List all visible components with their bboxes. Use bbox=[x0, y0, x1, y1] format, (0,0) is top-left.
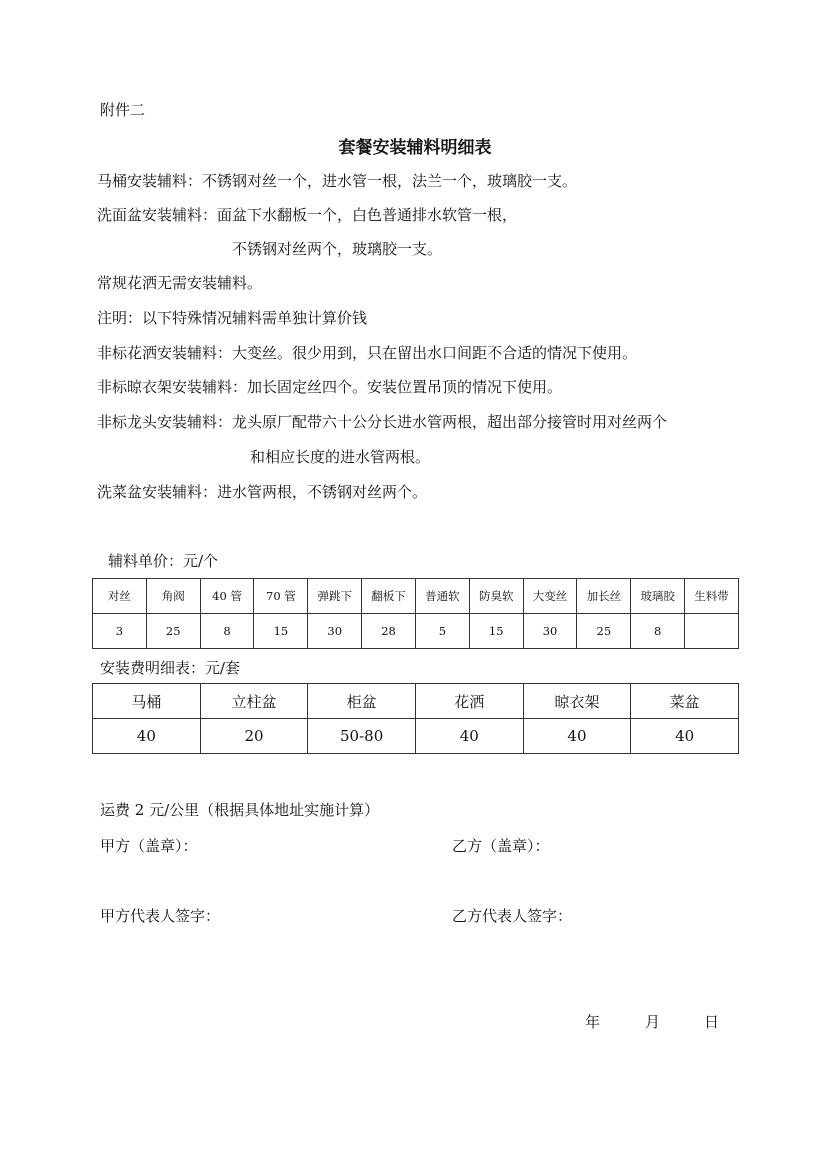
aux-header-cell: 普通软 bbox=[415, 579, 469, 614]
note-line: 注明：以下特殊情况辅料需单独计算价钱 bbox=[97, 309, 368, 327]
date-day: 日 bbox=[704, 1013, 720, 1031]
aux-header-cell: 翻板下 bbox=[362, 579, 416, 614]
aux-header-cell: 对丝 bbox=[93, 579, 147, 614]
aux-value-cell: 30 bbox=[523, 614, 577, 649]
aux-value-cell: 5 bbox=[415, 614, 469, 649]
fee-header-cell: 晾衣架 bbox=[523, 684, 631, 719]
attachment-label: 附件二 bbox=[100, 101, 146, 119]
fee-header-cell: 马桶 bbox=[93, 684, 201, 719]
aux-value-cell: 28 bbox=[362, 614, 416, 649]
aux-header-cell: 生料带 bbox=[685, 579, 739, 614]
party-a-signature: 甲方代表人签字： bbox=[100, 907, 221, 925]
fee-table-caption: 安装费明细表：元/套 bbox=[100, 659, 241, 677]
aux-value-cell: 25 bbox=[577, 614, 631, 649]
aux-header-row bbox=[93, 579, 739, 614]
aux-header-cell: 防臭软 bbox=[469, 579, 523, 614]
fee-value-cell: 40 bbox=[523, 719, 631, 754]
aux-value-cell: 30 bbox=[308, 614, 362, 649]
sink-line: 洗菜盆安装辅料：进水管两根，不锈钢对丝两个。 bbox=[97, 483, 428, 501]
fee-header-cell: 柜盆 bbox=[308, 684, 416, 719]
aux-value-cell bbox=[685, 614, 739, 649]
aux-header-cell: 加长丝 bbox=[577, 579, 631, 614]
nonstandard-shower-line: 非标花洒安装辅料：大变丝。很少用到，只在留出水口间距不合适的情况下使用。 bbox=[97, 344, 638, 362]
fee-value-row bbox=[93, 719, 739, 754]
aux-value-cell: 8 bbox=[200, 614, 254, 649]
aux-header-cell: 大变丝 bbox=[523, 579, 577, 614]
fee-value-cell: 40 bbox=[631, 719, 739, 754]
fee-value-cell: 20 bbox=[200, 719, 308, 754]
party-a-seal: 甲方（盖章）： bbox=[100, 837, 198, 855]
install-fee-table bbox=[92, 683, 739, 754]
party-b-signature: 乙方代表人签字： bbox=[452, 907, 573, 925]
page-title: 套餐安装辅料明细表 bbox=[338, 138, 492, 158]
fee-header-cell: 立柱盆 bbox=[200, 684, 308, 719]
aux-value-cell: 15 bbox=[469, 614, 523, 649]
nonstandard-rack-line: 非标晾衣架安装辅料：加长固定丝四个。安装位置吊顶的情况下使用。 bbox=[97, 378, 563, 396]
fee-value-cell: 40 bbox=[415, 719, 523, 754]
nonstandard-faucet-line-1: 非标龙头安装辅料：龙头原厂配带六十公分长进水管两根，超出部分接管时用对丝两个 bbox=[97, 413, 668, 431]
aux-header-cell: 角阀 bbox=[146, 579, 200, 614]
date-month: 月 bbox=[645, 1013, 661, 1031]
aux-value-cell: 25 bbox=[146, 614, 200, 649]
toilet-line: 马桶安装辅料：不锈钢对丝一个，进水管一根，法兰一个，玻璃胶一支。 bbox=[97, 172, 578, 190]
fee-header-cell: 花洒 bbox=[415, 684, 523, 719]
aux-table-caption: 辅料单价：元/个 bbox=[108, 552, 219, 570]
aux-header-cell: 40 管 bbox=[200, 579, 254, 614]
aux-value-cell: 8 bbox=[631, 614, 685, 649]
nonstandard-faucet-line-2: 和相应长度的进水管两根。 bbox=[250, 448, 431, 466]
aux-header-cell: 玻璃胶 bbox=[631, 579, 685, 614]
fee-value-cell: 40 bbox=[93, 719, 201, 754]
shower-line: 常规花洒无需安装辅料。 bbox=[97, 274, 263, 292]
aux-header-cell: 弹跳下 bbox=[308, 579, 362, 614]
party-b-seal: 乙方（盖章）： bbox=[452, 837, 550, 855]
aux-value-row bbox=[93, 614, 739, 649]
date-year: 年 bbox=[585, 1013, 601, 1031]
basin-line-1: 洗面盆安装辅料：面盆下水翻板一个，白色普通排水软管一根， bbox=[97, 206, 518, 224]
fee-header-cell: 菜盆 bbox=[631, 684, 739, 719]
aux-price-table bbox=[92, 578, 739, 649]
aux-value-cell: 15 bbox=[254, 614, 308, 649]
fee-header-row bbox=[93, 684, 739, 719]
aux-value-cell: 3 bbox=[93, 614, 147, 649]
fee-value-cell: 50-80 bbox=[308, 719, 416, 754]
freight-line: 运费 2 元/公里（根据具体地址实施计算） bbox=[100, 801, 380, 819]
aux-header-cell: 70 管 bbox=[254, 579, 308, 614]
basin-line-2: 不锈钢对丝两个，玻璃胶一支。 bbox=[232, 240, 443, 258]
